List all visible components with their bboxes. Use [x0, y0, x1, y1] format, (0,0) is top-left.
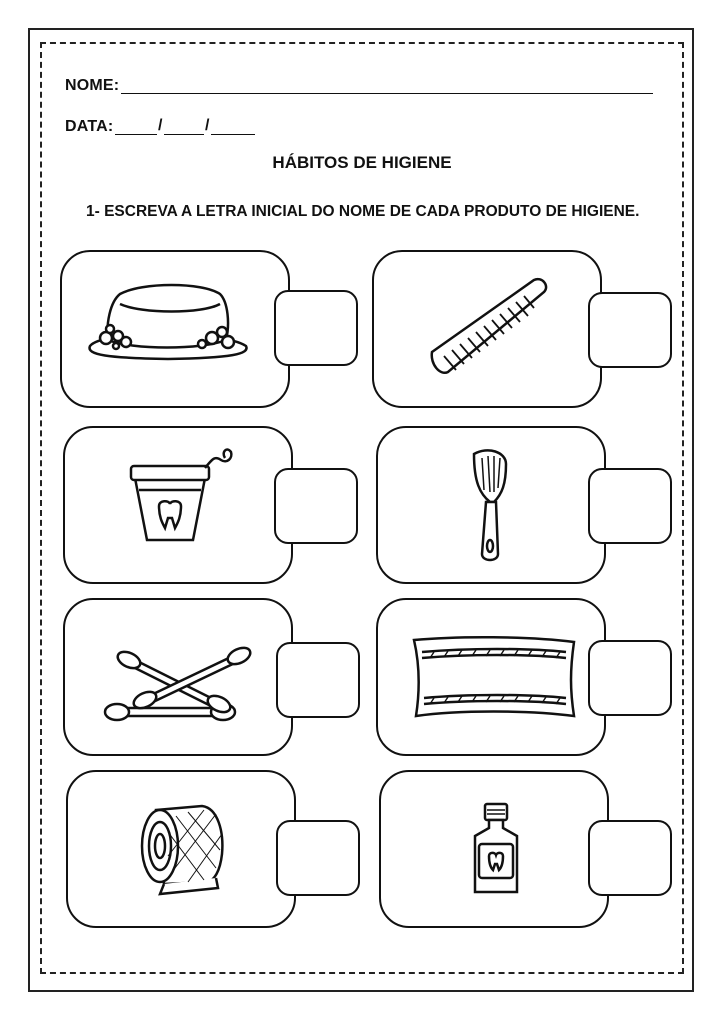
answer-box-dental-floss[interactable] — [274, 468, 358, 544]
instruction-text: 1- ESCREVA A LETRA INICIAL DO NOME DE CADA PRODUTO DE HIGIENE. — [86, 203, 640, 220]
item-card-mouthwash — [379, 770, 609, 928]
date-separator: / — [205, 117, 210, 134]
comb-icon — [374, 252, 600, 406]
answer-box-cotton-swabs[interactable] — [276, 642, 360, 718]
date-year-field[interactable] — [211, 134, 255, 135]
answer-box-toothbrush[interactable] — [588, 468, 672, 544]
item-card-cotton-swabs — [63, 598, 293, 756]
item-card-towel — [376, 598, 606, 756]
toothbrush-icon — [378, 428, 604, 582]
toilet-paper-icon — [68, 772, 294, 926]
cotton-swabs-icon — [65, 600, 291, 754]
item-card-toilet-paper — [66, 770, 296, 928]
item-card-dental-floss — [63, 426, 293, 584]
date-separator: / — [158, 117, 163, 134]
answer-box-mouthwash[interactable] — [588, 820, 672, 896]
name-field[interactable] — [121, 93, 653, 94]
answer-box-towel[interactable] — [588, 640, 672, 716]
date-label: DATA: — [65, 118, 114, 135]
item-card-soap — [60, 250, 290, 408]
towel-icon — [378, 600, 604, 754]
answer-box-comb[interactable] — [588, 292, 672, 368]
answer-box-soap[interactable] — [274, 290, 358, 366]
page-title: HÁBITOS DE HIGIENE — [272, 153, 452, 172]
name-label: NOME: — [65, 77, 120, 94]
answer-box-toilet-paper[interactable] — [276, 820, 360, 896]
mouthwash-icon — [381, 772, 607, 926]
date-day-field[interactable] — [115, 134, 157, 135]
dental-floss-icon — [65, 428, 291, 582]
date-month-field[interactable] — [164, 134, 204, 135]
item-card-comb — [372, 250, 602, 408]
soap-icon — [62, 252, 288, 406]
item-card-toothbrush — [376, 426, 606, 584]
